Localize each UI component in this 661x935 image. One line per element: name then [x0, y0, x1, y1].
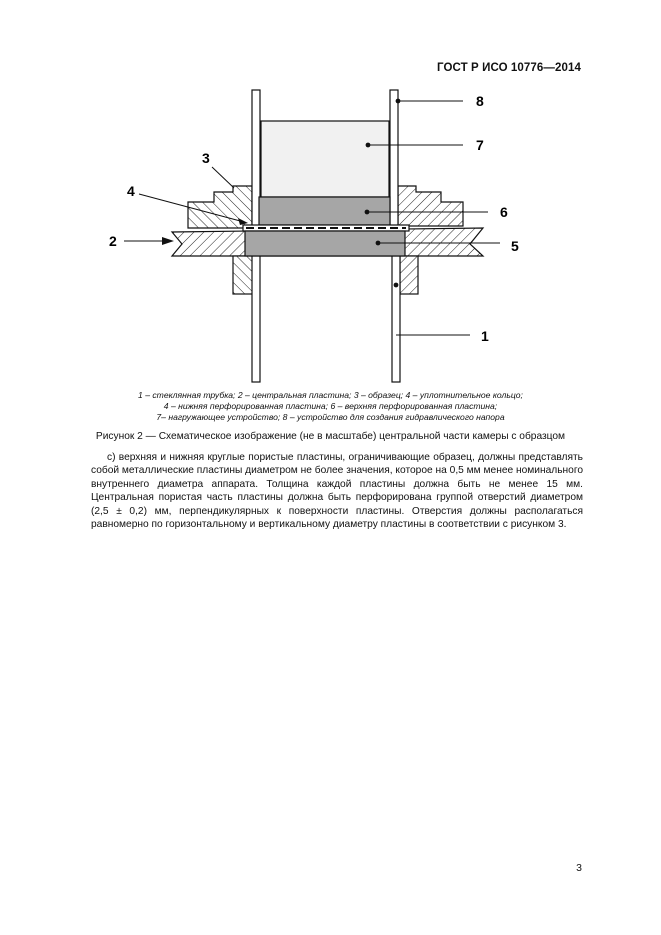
document-code: ГОСТ Р ИСО 10776—2014 [436, 62, 581, 74]
label-1: 1 [481, 328, 489, 344]
label-4: 4 [127, 183, 135, 199]
label-7: 7 [476, 137, 484, 153]
label-5: 5 [511, 238, 519, 254]
legend-line: 4 – нижняя перфорированная пластина; 6 – верхняя перфорированная пластина; [163, 401, 498, 411]
label-2: 2 [109, 233, 117, 249]
lower-collar-left [233, 256, 253, 294]
chamber-diagram [0, 0, 661, 390]
loading-device [261, 121, 389, 197]
label-6: 6 [500, 204, 508, 220]
paragraph-c: c) верхняя и нижняя круглые пористые пластины, ограничивающие образец, должны представлять собой металлические пластины диаметром не более значения, которое на 0,5 мм менее номинального внутреннего диаметра аппарата. Толщина каждой пластины должна быть не менее 15 мм. Центральная пористая часть пластины должна быть перфорирована группой отверстий диаметром (2,5 ± 0,2) мм, перпендикулярных к поверхности пластины. Отверстия должны располагаться равномерно по горизонтальному и вертикальному диаметру пластины в соответствии с рисунком 3. [91, 452, 583, 531]
body-text [91, 451, 583, 531]
upper-flange-right [398, 186, 463, 226]
figure-legend [0, 390, 661, 423]
glass-tube-right-lower [392, 256, 400, 382]
label-8: 8 [476, 93, 484, 109]
upper-perforated-plate [259, 197, 390, 225]
page-number: 3 [576, 862, 582, 874]
legend-line: 7– нагружающее устройство; 8 – устройство для создания гидравлического напора [156, 412, 505, 422]
label-3: 3 [202, 150, 210, 166]
legend-line: 1 – стеклянная трубка; 2 – центральная пластина; 3 – образец; 4 – уплотнительное кольцо; [138, 390, 523, 400]
lower-collar-right [400, 256, 418, 294]
glass-tube-left-lower [252, 256, 260, 382]
glass-tube-right-upper [390, 90, 398, 226]
figure-caption: Рисунок 2 — Схематическое изображение (не в масштабе) центральной части камеры с образцом [95, 431, 566, 442]
